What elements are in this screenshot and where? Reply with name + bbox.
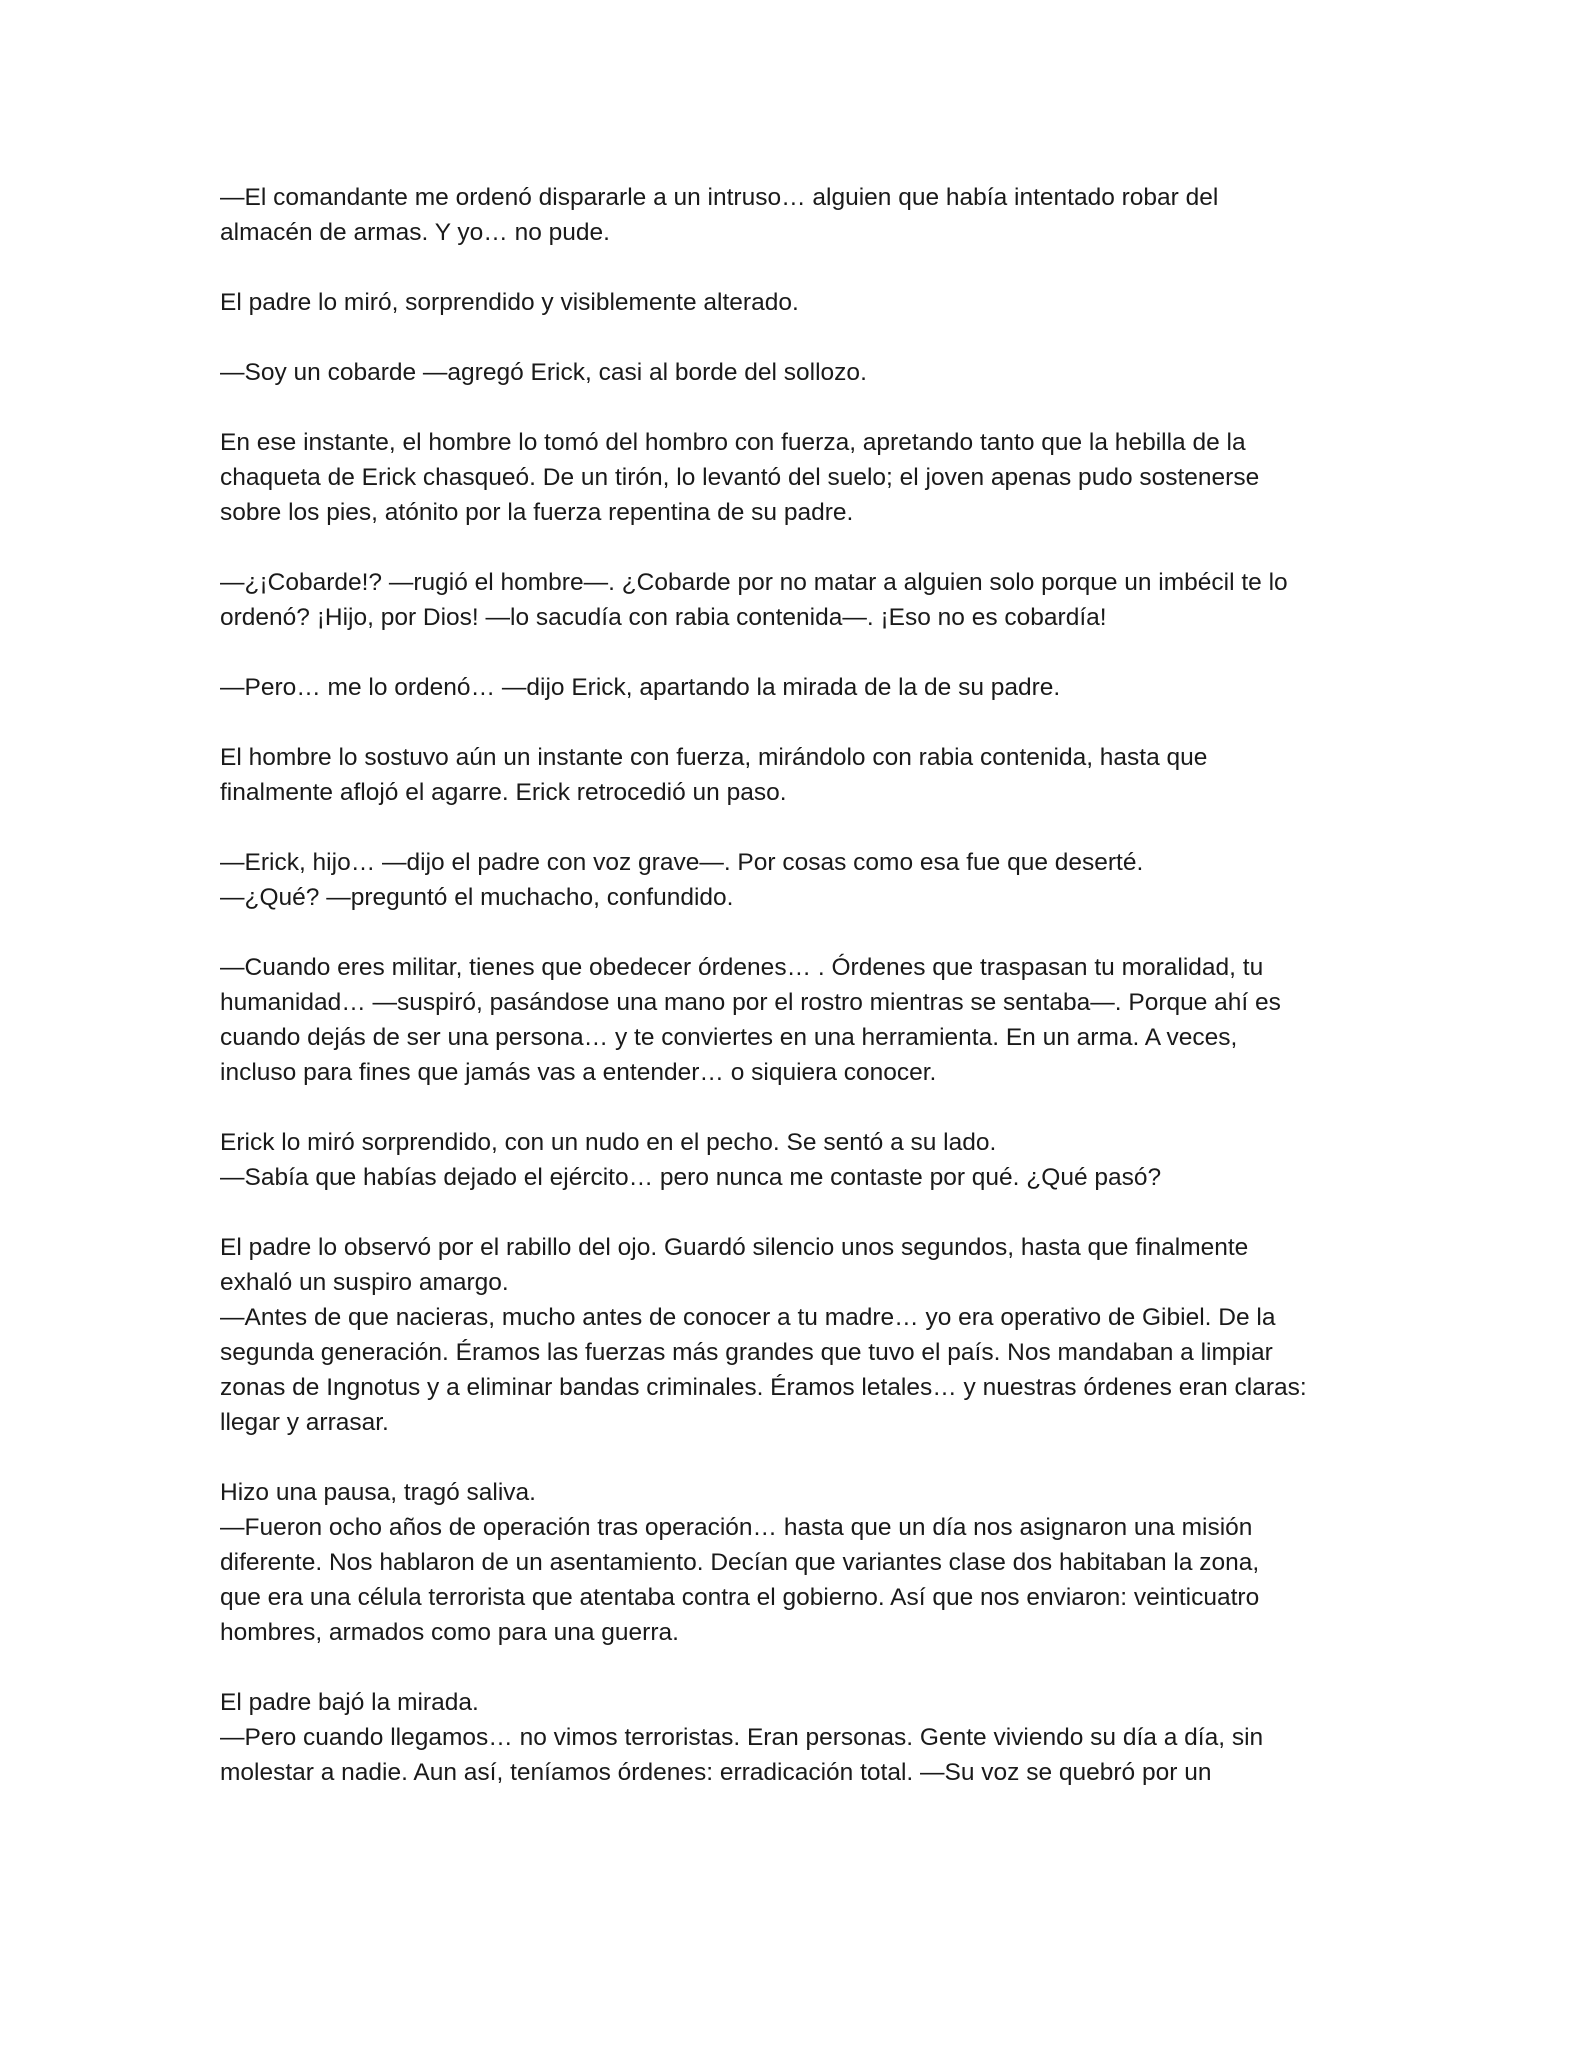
text-line: almacén de armas. Y yo… no pude. (220, 219, 610, 246)
paragraph-9 (220, 950, 1370, 1090)
text-line: llegar y arrasar. (220, 1409, 389, 1436)
paragraph-3 (220, 355, 1370, 390)
text-line: —Pero… me lo ordenó… —dijo Erick, apartando la mirada de la de su padre. (220, 674, 1061, 701)
paragraph-12 (220, 1475, 1370, 1650)
text-line: incluso para fines que jamás vas a entender… o siquiera conocer. (220, 1059, 937, 1086)
text-line: cuando dejás de ser una persona… y te conviertes en una herramienta. En un arma. A veces, (220, 1024, 1238, 1051)
text-line: ordenó? ¡Hijo, por Dios! —lo sacudía con rabia contenida—. ¡Eso no es cobardía! (220, 604, 1107, 631)
text-line: —Fueron ocho años de operación tras operación… hasta que un día nos asignaron una misión (220, 1514, 1253, 1541)
paragraph-7 (220, 740, 1370, 810)
text-line: —Antes de que nacieras, mucho antes de conocer a tu madre… yo era operativo de Gibiel. De la (220, 1304, 1276, 1331)
paragraph-5 (220, 565, 1370, 635)
text-line: El padre lo observó por el rabillo del ojo. Guardó silencio unos segundos, hasta que finalmente (220, 1234, 1249, 1261)
text-line: —¿Qué? —preguntó el muchacho, confundido. (220, 884, 734, 911)
document-body (220, 180, 1370, 1790)
text-line: sobre los pies, atónito por la fuerza repentina de su padre. (220, 499, 854, 526)
paragraph-13 (220, 1685, 1370, 1790)
text-line: El padre bajó la mirada. (220, 1689, 479, 1716)
text-line: Hizo una pausa, tragó saliva. (220, 1479, 536, 1506)
text-line: En ese instante, el hombre lo tomó del hombro con fuerza, apretando tanto que la hebilla de la (220, 429, 1246, 456)
text-line: El hombre lo sostuvo aún un instante con fuerza, mirándolo con rabia contenida, hasta que (220, 744, 1208, 771)
text-line: zonas de Ingnotus y a eliminar bandas criminales. Éramos letales… y nuestras órdenes eran claras: (220, 1374, 1307, 1401)
text-line: chaqueta de Erick chasqueó. De un tirón, lo levantó del suelo; el joven apenas pudo sostenerse (220, 464, 1260, 491)
text-line: —Sabía que habías dejado el ejército… pero nunca me contaste por qué. ¿Qué pasó? (220, 1164, 1162, 1191)
text-line: molestar a nadie. Aun así, teníamos órdenes: erradicación total. —Su voz se quebró por un (220, 1759, 1212, 1786)
text-line: hombres, armados como para una guerra. (220, 1619, 679, 1646)
paragraph-11 (220, 1230, 1370, 1440)
text-line: —¿¡Cobarde!? —rugió el hombre—. ¿Cobarde por no matar a alguien solo porque un imbécil te lo (220, 569, 1288, 596)
paragraph-1 (220, 180, 1370, 250)
paragraph-10 (220, 1125, 1370, 1195)
text-line: exhaló un suspiro amargo. (220, 1269, 509, 1296)
text-line: —Cuando eres militar, tienes que obedecer órdenes… . Órdenes que traspasan tu moralidad, tu (220, 954, 1264, 981)
text-line: humanidad… —suspiró, pasándose una mano por el rostro mientras se sentaba—. Porque ahí es (220, 989, 1281, 1016)
paragraph-6 (220, 670, 1370, 705)
text-line: El padre lo miró, sorprendido y visiblemente alterado. (220, 289, 799, 316)
text-line: finalmente aflojó el agarre. Erick retrocedió un paso. (220, 779, 787, 806)
text-line: —Erick, hijo… —dijo el padre con voz grave—. Por cosas como esa fue que deserté. (220, 849, 1144, 876)
paragraph-2 (220, 285, 1370, 320)
text-line: —El comandante me ordenó dispararle a un intruso… alguien que había intentado robar del (220, 184, 1219, 211)
paragraph-4 (220, 425, 1370, 530)
text-line: diferente. Nos hablaron de un asentamiento. Decían que variantes clase dos habitaban la zona, (220, 1549, 1260, 1576)
text-line: —Pero cuando llegamos… no vimos terroristas. Eran personas. Gente viviendo su día a día, sin (220, 1724, 1264, 1751)
paragraph-8 (220, 845, 1370, 915)
text-line: Erick lo miró sorprendido, con un nudo en el pecho. Se sentó a su lado. (220, 1129, 997, 1156)
text-line: segunda generación. Éramos las fuerzas más grandes que tuvo el país. Nos mandaban a limpiar (220, 1339, 1273, 1366)
text-line: —Soy un cobarde —agregó Erick, casi al borde del sollozo. (220, 359, 867, 386)
text-line: que era una célula terrorista que atentaba contra el gobierno. Así que nos enviaron: veinticuatro (220, 1584, 1260, 1611)
